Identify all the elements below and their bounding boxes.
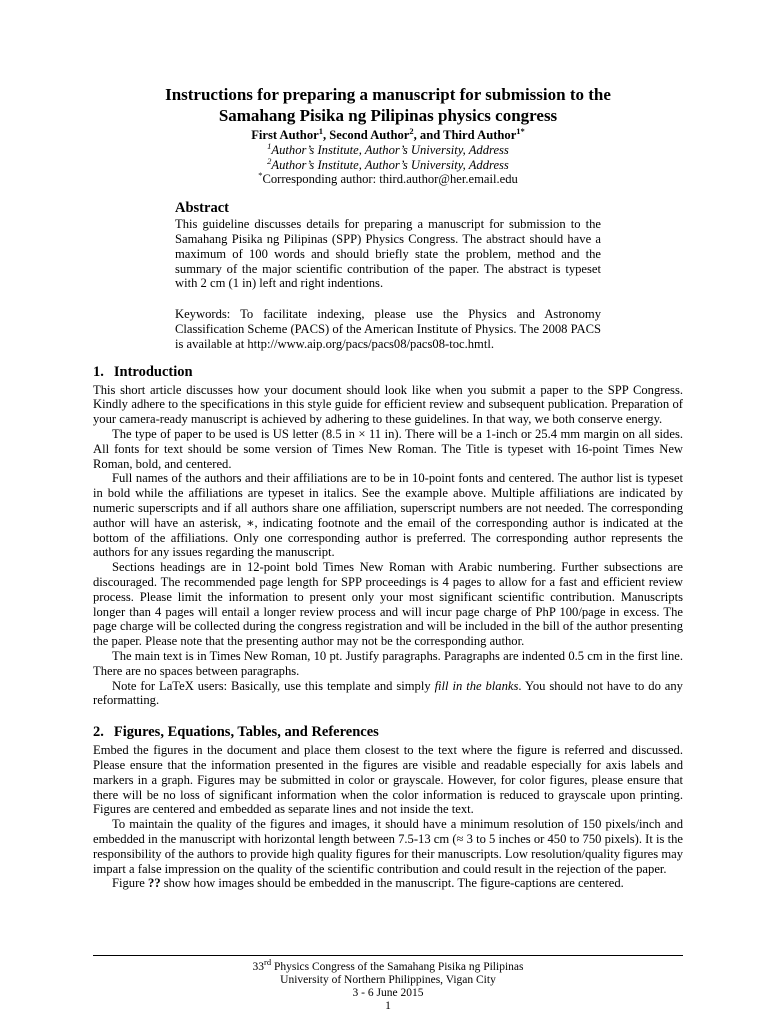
section-title: Figures, Equations, Tables, and References [113,724,379,741]
affiliation-1 [93,140,683,158]
affiliation-2-text: Author’s Institute, Author’s University, Address [271,157,509,172]
title-line-1: Instructions for preparing a manuscript for submission to the [165,85,611,104]
paragraph: To maintain the quality of the figures and images, it should have a minimum resolution of 150 pixels/inch and embedded in the manuscript with horizontal length between 7.5-13 cm (≈ 3 to 5 inches or 450 to 750 pixels). It is the responsibility of the authors to provide high quality figures for their manuscripts. Low resolution/quality figures may impart a false impression on the quality of the scientific contribution and could result in the rejection of the paper. [93,817,683,876]
corresponding-sup: * [258,169,263,180]
author-1: First Author [251,128,319,142]
affiliation-1-text: Author’s Institute, Author’s University, Address [271,143,509,157]
author-2-sup: 2 [409,125,414,136]
author-list [93,125,683,143]
footer-ordinal-sup: rd [264,957,272,968]
paragraph: The main text is in Times New Roman, 10 pt. Justify paragraphs. Paragraphs are indented 0.5 cm in the first line. There are no spaces between paragraphs. [93,649,683,678]
author-2: Second Author [329,128,410,142]
footer-divider [93,955,683,956]
footer-venue: University of Northern Philippines, Vigan City [280,974,496,986]
paper-title [93,84,683,126]
section-heading-figures [93,724,683,741]
keywords: Keywords: To facilitate indexing, please use the Physics and Astronomy Classification Scheme (PACS) of the American Institute of Physics. The 2008 PACS is available at http://www.aip.org/pacs/pacs08/pacs08-toc.hmtl. [175,307,601,351]
paragraph: Embed the figures in the document and place them closest to the text where the figure is referred and discussed. Please ensure that the information presented in the figures are visible and readable especially for axis labels and markers in a graph. Figures may be submitted in color or grayscale. However, for color figures, please ensure that there will be no loss of significant information when the color information is reduced to grayscale upon printing. Figures are centered and embedded as separate lines and not inside the text. [93,743,683,817]
paragraph: This short article discusses how your document should look like when you submit a paper to the SPP Congress. Kindly adhere to the specifications in this style guide for efficient review and subsequent publication. Preparation of your camera-ready manuscript is achieved by adhering to these guidelines. In that way, we both conserve energy. [93,382,683,427]
page-footer [93,957,683,1013]
abstract-block [175,201,601,352]
author-1-sup: 1 [318,125,323,136]
paper-page [93,78,683,891]
text-run: show how images should be embedded in the manuscript. The figure-captions are centered. [160,876,624,891]
text-run: Figure [112,876,149,891]
paragraph: Full names of the authors and their affiliations are to be in 10-point fonts and centered. The author list is typeset in bold while the affiliations are typeset in italics. See the example above. Multiple affiliations are indicated by numeric superscripts and if all authors share one affiliation, superscript numbers are not needed. The corresponding author will have an asterisk, ∗, indicating footnote and the email of the corresponding author is indicated at the bottom of the affiliations. Only one corresponding author is preferred. The corresponding author represents the authors for any issues regarding the manuscript. [93,471,683,560]
footer-ordinal: 33 [252,961,265,973]
author-separator: , and [413,128,444,142]
author-separator: , [322,128,330,142]
abstract-text: This guideline discusses details for preparing a manuscript for submission to the Samahang Pisika ng Pilipinas (SPP) Physics Congress. The abstract should have a maximum of 100 words and should briefly state the problem, method and the summary of the major scientific contribution of the paper. The abstract is typeset with 2 cm (1 in) left and right indentions. [175,217,601,291]
emphasis-text: fill in the blanks [434,678,519,693]
affiliation-2 [93,155,683,173]
paragraph [93,876,683,891]
section-number: 1. [93,363,104,380]
affiliation-1-sup: 1 [267,140,272,151]
figure-reference[interactable]: ?? [148,876,161,891]
page-number: 1 [385,1000,391,1012]
corresponding-email: Corresponding author: third.author@her.email.edu [262,172,518,186]
footer-dates: 3 - 6 June 2015 [352,987,424,999]
affiliation-2-sup: 2 [267,155,272,166]
author-3: Third Author [443,128,517,142]
corresponding-author [93,169,683,187]
section-number: 2. [93,724,104,741]
text-run: Note for LaTeX users: Basically, use this template and simply [112,678,435,693]
section-title: Introduction [113,363,193,380]
footer-line-1 [93,957,683,974]
section-heading-introduction [93,364,683,381]
abstract-heading: Abstract [175,199,229,216]
paragraph [93,679,683,709]
paragraph: The type of paper to be used is US letter (8.5 in × 11 in). There will be a 1-inch or 25.4 mm margin on all sides. All fonts for text should be some version of Times New Roman. The Title is typeset with 16-point Times New Roman, bold, and centered. [93,427,683,471]
footer-conference: Physics Congress of the Samahang Pisika ng Pilipinas [271,961,524,973]
paragraph: Sections headings are in 12-point bold Times New Roman with Arabic numbering. Further subsections are discouraged. The recommended page length for SPP proceedings is 4 pages to allow for a fast and efficient review process. Please limit the information to present only your most significant scientific contribution. Manuscripts longer than 4 pages will entail a longer review process and will incur page charge of PhP 100/page in excess. The page charge will be collected during the congress registration and will be included in the bill of the author presenting the paper. Please note that the presenting author may not be the corresponding author. [93,560,683,649]
author-3-sup: 1* [516,125,525,136]
title-line-2: Samahang Pisika ng Pilipinas physics congress [218,106,558,125]
text-run: . You should not have to do any reformatting. [93,678,683,708]
